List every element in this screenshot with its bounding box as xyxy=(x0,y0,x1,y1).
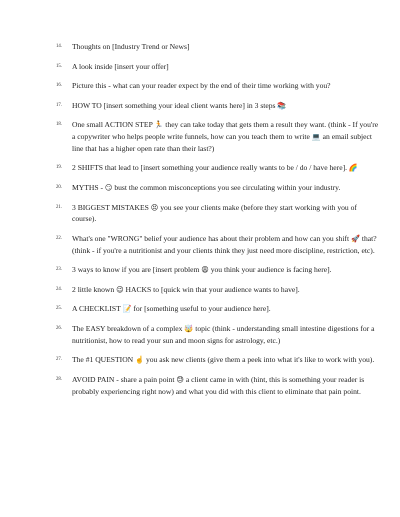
item-text: The EASY breakdown of a complex xyxy=(72,323,183,333)
list-item xyxy=(0,354,380,366)
item-text-continued: for [something useful to your audience here]. xyxy=(133,304,271,314)
item-number: 28. xyxy=(56,376,62,382)
item-text: Picture this - what can your reader expect by the end of their time working with you? xyxy=(72,81,331,91)
list-item xyxy=(0,264,380,276)
item-text: 2 SHIFTS that lead to [insert something your audience really wants to be / do / have here]. xyxy=(72,163,347,173)
list-item xyxy=(0,182,380,194)
item-number: 23. xyxy=(56,267,62,273)
item-text: AVOID PAIN - share a pain point xyxy=(72,374,175,384)
list-item xyxy=(0,323,380,346)
item-text: 2 little known xyxy=(72,284,115,294)
item-text: HOW TO [insert something your ideal client wants here] in 3 steps xyxy=(72,100,276,110)
item-number: 22. xyxy=(56,235,62,241)
list-item xyxy=(0,61,380,73)
item-text: The #1 QUESTION xyxy=(72,355,134,365)
item-number: 24. xyxy=(56,286,62,292)
item-text: MYTHS - xyxy=(72,182,104,192)
exploding-head-icon: 🤯 xyxy=(184,323,194,333)
pointing-up-icon: ☝️ xyxy=(135,355,145,365)
item-text: Thoughts on [Industry Trend or News] xyxy=(72,42,190,51)
weary-face-icon: 😩 xyxy=(201,265,209,275)
runner-icon: 🏃 xyxy=(154,120,164,130)
downcast-sweat-icon: 😓 xyxy=(176,374,184,384)
item-number: 14. xyxy=(56,44,62,49)
list-item xyxy=(0,100,380,112)
item-text: What's one "WRONG" belief your audience has about their problem and how can you shift xyxy=(72,233,350,243)
rocket-icon: 🚀 xyxy=(350,233,360,243)
list-item xyxy=(0,233,380,256)
item-text: A look inside [insert your offer] xyxy=(72,61,169,71)
item-text-continued: they can take today that gets them a result they want. (think - If you're a copywriter who helps people write funnels, how can you teach them to write xyxy=(72,120,379,142)
list-item xyxy=(0,119,380,154)
item-text-continued: topic (think - understanding small intestine digestions for a nutritionist, how to read your sun and moon signs for astrology, etc.) xyxy=(72,323,375,345)
item-text-continued: that? (think - if you're a nutritionist and your clients think they just need more discipline, restriction, etc). xyxy=(72,233,377,255)
list-item xyxy=(0,284,380,296)
item-text: 3 BIGGEST MISTAKES xyxy=(72,202,149,212)
item-text: A CHECKLIST xyxy=(72,304,121,314)
item-number: 15. xyxy=(56,63,62,69)
list-item xyxy=(0,162,380,174)
item-number: 20. xyxy=(56,184,62,190)
list-item xyxy=(0,41,380,53)
item-number: 26. xyxy=(56,325,62,331)
books-icon: 📚 xyxy=(277,100,287,110)
list-item xyxy=(0,303,380,315)
item-number: 19. xyxy=(56,165,62,171)
list-item xyxy=(0,374,380,397)
item-text: One small ACTION STEP xyxy=(72,120,153,130)
item-number: 21. xyxy=(56,204,62,210)
item-text-continued: you think your audience is facing here]. xyxy=(210,265,332,275)
item-text-continued: you see your clients make (before they start working with you of course). xyxy=(72,202,357,224)
persevering-face-icon: 😣 xyxy=(150,202,159,212)
list-item xyxy=(0,202,380,225)
memo-icon: 📝 xyxy=(122,304,132,314)
item-text: 3 ways to know if you are [insert problem xyxy=(72,265,200,275)
item-text-continued: an email subject line that has a higher open rate than their last?) xyxy=(72,132,372,153)
item-text-continued: a client came in with (hint, this is something your reader is probably experiencing right now) and what you did with this client to eliminate that pain point. xyxy=(72,374,365,396)
laptop-icon: 💻 xyxy=(311,132,321,142)
rainbow-icon: 🌈 xyxy=(348,163,358,173)
item-number: 17. xyxy=(56,102,62,108)
item-number: 18. xyxy=(56,122,62,128)
smirk-icon: 😏 xyxy=(104,182,113,192)
wink-icon: 😉 xyxy=(116,284,124,294)
item-text-continued: HACKS to [quick win that your audience wants to have]. xyxy=(125,284,300,294)
item-number: 27. xyxy=(56,357,62,363)
item-number: 25. xyxy=(56,306,62,312)
item-text-continued: you ask new clients (give them a peek into what it's like to work with you). xyxy=(145,355,375,365)
list-item xyxy=(0,80,380,92)
item-text-continued: bust the common misconceptions you see circulating within your industry. xyxy=(114,182,341,192)
item-number: 16. xyxy=(56,83,62,89)
